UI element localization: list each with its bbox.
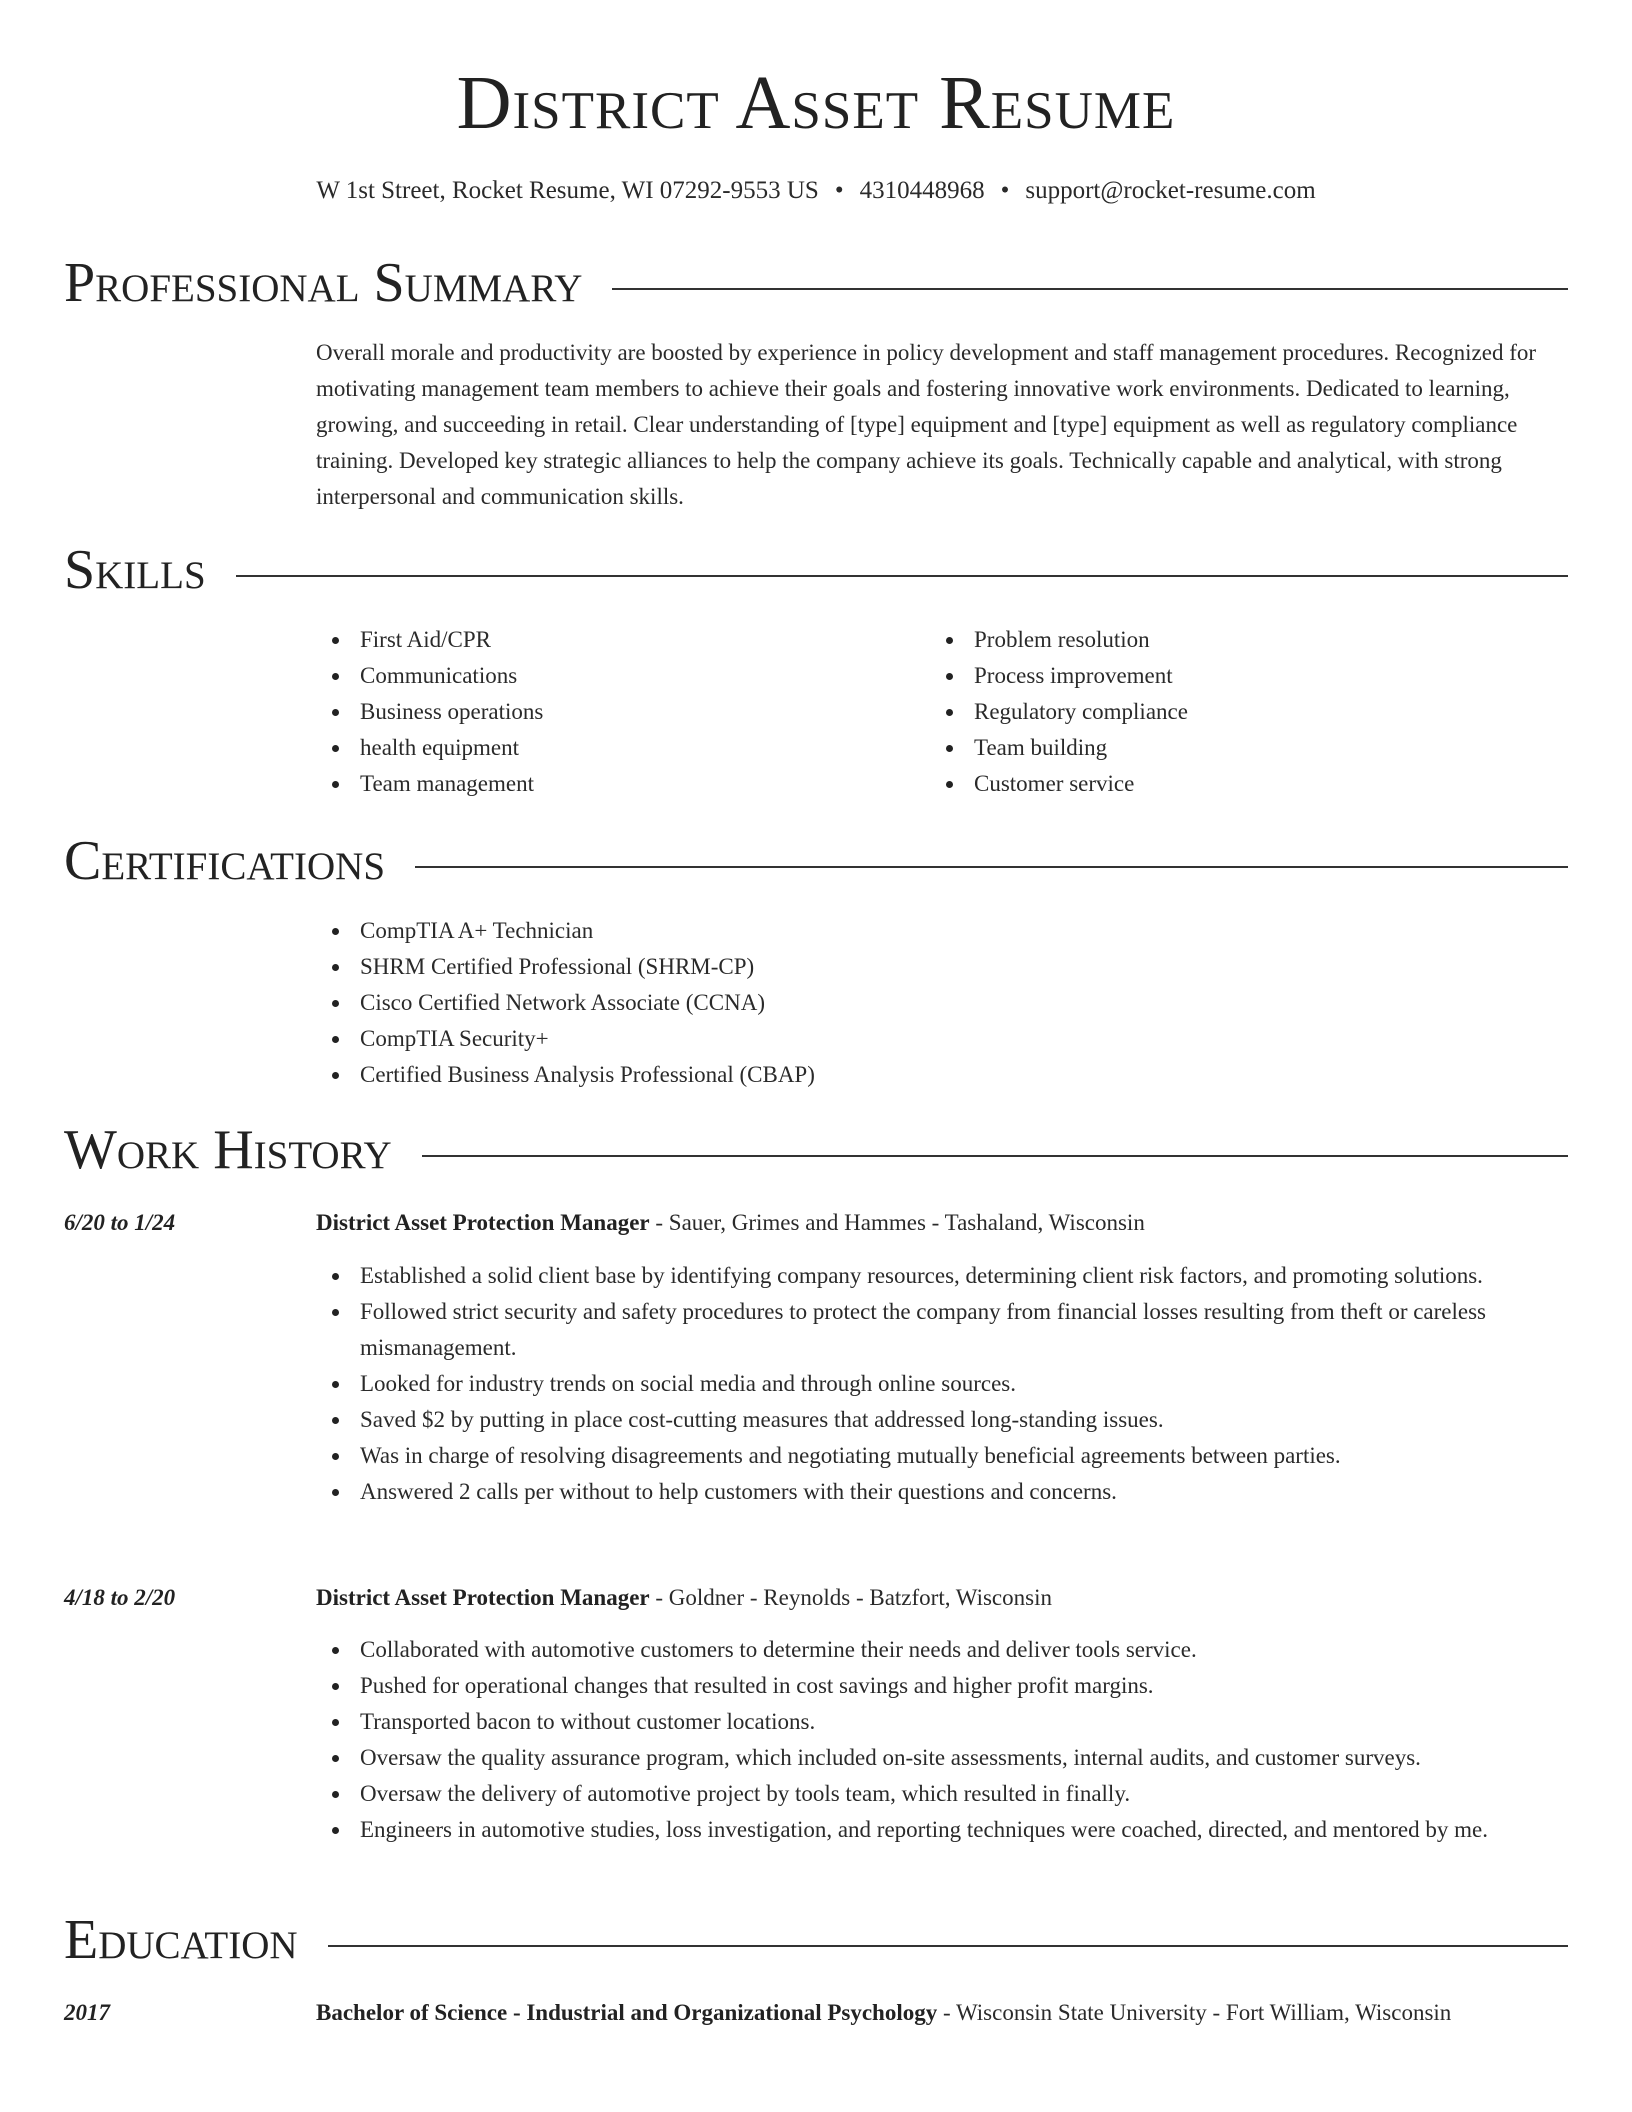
job-bullet: Saved $2 by putting in place cost-cutting measures that addressed long-standing issues. — [360, 1402, 1570, 1438]
certification-item: SHRM Certified Professional (SHRM-CP) — [360, 949, 1560, 985]
contact-line — [0, 174, 1632, 208]
section-divider — [64, 575, 1568, 577]
contact-address: W 1st Street, Rocket Resume, WI 07292-9553 US — [316, 177, 819, 204]
job-bullets — [316, 1632, 1570, 1848]
section-title-certifications: Certifications — [64, 826, 415, 896]
certification-item: Cisco Certified Network Associate (CCNA) — [360, 985, 1560, 1021]
skill-item: health equipment — [360, 730, 920, 766]
skill-item: Regulatory compliance — [974, 694, 1574, 730]
education-year: 2017 — [64, 2000, 110, 2025]
job-bullet: Oversaw the quality assurance program, which included on-site assessments, internal audits, and customer surveys. — [360, 1740, 1570, 1776]
certification-item: CompTIA Security+ — [360, 1021, 1560, 1057]
job-bullet: Pushed for operational changes that resulted in cost savings and higher profit margins. — [360, 1668, 1570, 1704]
skill-item: Customer service — [974, 766, 1574, 802]
education-section-header — [64, 1905, 1568, 1975]
skill-item: Business operations — [360, 694, 920, 730]
certifications-section-header — [64, 826, 1568, 896]
job-bullet: Collaborated with automotive customers to determine their needs and deliver tools service. — [360, 1632, 1570, 1668]
work-section-header — [64, 1115, 1568, 1185]
contact-email: support@rocket-resume.com — [1025, 177, 1316, 204]
job-bullet: Was in charge of resolving disagreements and negotiating mutually beneficial agreements between parties. — [360, 1438, 1570, 1474]
job-dates: 6/20 to 1/24 — [64, 1210, 176, 1235]
job-bullet: Transported bacon to without customer locations. — [360, 1704, 1570, 1740]
job-title-line — [316, 1579, 1568, 1617]
skills-section-header — [64, 535, 1568, 605]
skill-item: Communications — [360, 658, 920, 694]
job-title-line — [316, 1204, 1568, 1242]
job-employer: - Goldner - Reynolds - Batzfort, Wisconsin — [649, 1585, 1052, 1610]
job-role: District Asset Protection Manager — [316, 1585, 650, 1610]
job-bullet: Followed strict security and safety procedures to protect the company from financial losses resulting from theft or careless mismanagement. — [360, 1294, 1570, 1366]
education-line — [316, 1994, 1568, 2032]
section-title-work: Work History — [64, 1115, 422, 1185]
job-bullets — [316, 1258, 1570, 1510]
job-role: District Asset Protection Manager — [316, 1210, 650, 1235]
section-title-summary: Professional Summary — [64, 248, 612, 318]
job-bullet: Looked for industry trends on social media and through online sources. — [360, 1366, 1570, 1402]
job-dates: 4/18 to 2/20 — [64, 1585, 176, 1610]
skill-item: Team management — [360, 766, 920, 802]
skill-item: First Aid/CPR — [360, 622, 920, 658]
summary-text: Overall morale and productivity are boosted by experience in policy development and staff management procedures. Recognized for motivating management team members to achieve their goals and fostering innovative work environments. Dedicated to learning, growing, and succeeding in retail. Clear understanding of [type] equipment and [type] equipment as well as regulatory compliance training. Developed key strategic alliances to help the company achieve its goals. Technically capable and analytical, with strong interpersonal and communication skills. — [316, 340, 1537, 509]
skills-list-right — [930, 622, 1574, 802]
separator-dot: • — [1000, 177, 1010, 204]
education-degree: Bachelor of Science - Industrial and Organizational Psychology — [316, 2000, 938, 2025]
section-title-skills: Skills — [64, 535, 236, 605]
education-school: - Wisconsin State University - Fort William, Wisconsin — [937, 2000, 1452, 2025]
resume-name: District Asset Resume — [456, 61, 1176, 145]
job-bullet: Established a solid client base by identifying company resources, determining client risk factors, and promoting solutions. — [360, 1258, 1570, 1294]
skill-item: Process improvement — [974, 658, 1574, 694]
job-bullet: Oversaw the delivery of automotive project by tools team, which resulted in finally. — [360, 1776, 1570, 1812]
separator-dot: • — [834, 177, 844, 204]
job-bullet: Answered 2 calls per without to help customers with their questions and concerns. — [360, 1474, 1570, 1510]
skill-item: Problem resolution — [974, 622, 1574, 658]
skill-item: Team building — [974, 730, 1574, 766]
summary-section-header — [64, 248, 1568, 318]
job-employer: - Sauer, Grimes and Hammes - Tashaland, Wisconsin — [649, 1210, 1145, 1235]
certification-item: CompTIA A+ Technician — [360, 913, 1560, 949]
skills-list-left — [316, 622, 920, 802]
job-bullet: Engineers in automotive studies, loss investigation, and reporting techniques were coached, directed, and mentored by me. — [360, 1812, 1570, 1848]
section-title-education: Education — [64, 1905, 328, 1975]
certification-item: Certified Business Analysis Professional (CBAP) — [360, 1057, 1560, 1093]
certifications-list — [316, 913, 1560, 1093]
contact-phone: 4310448968 — [859, 177, 985, 204]
